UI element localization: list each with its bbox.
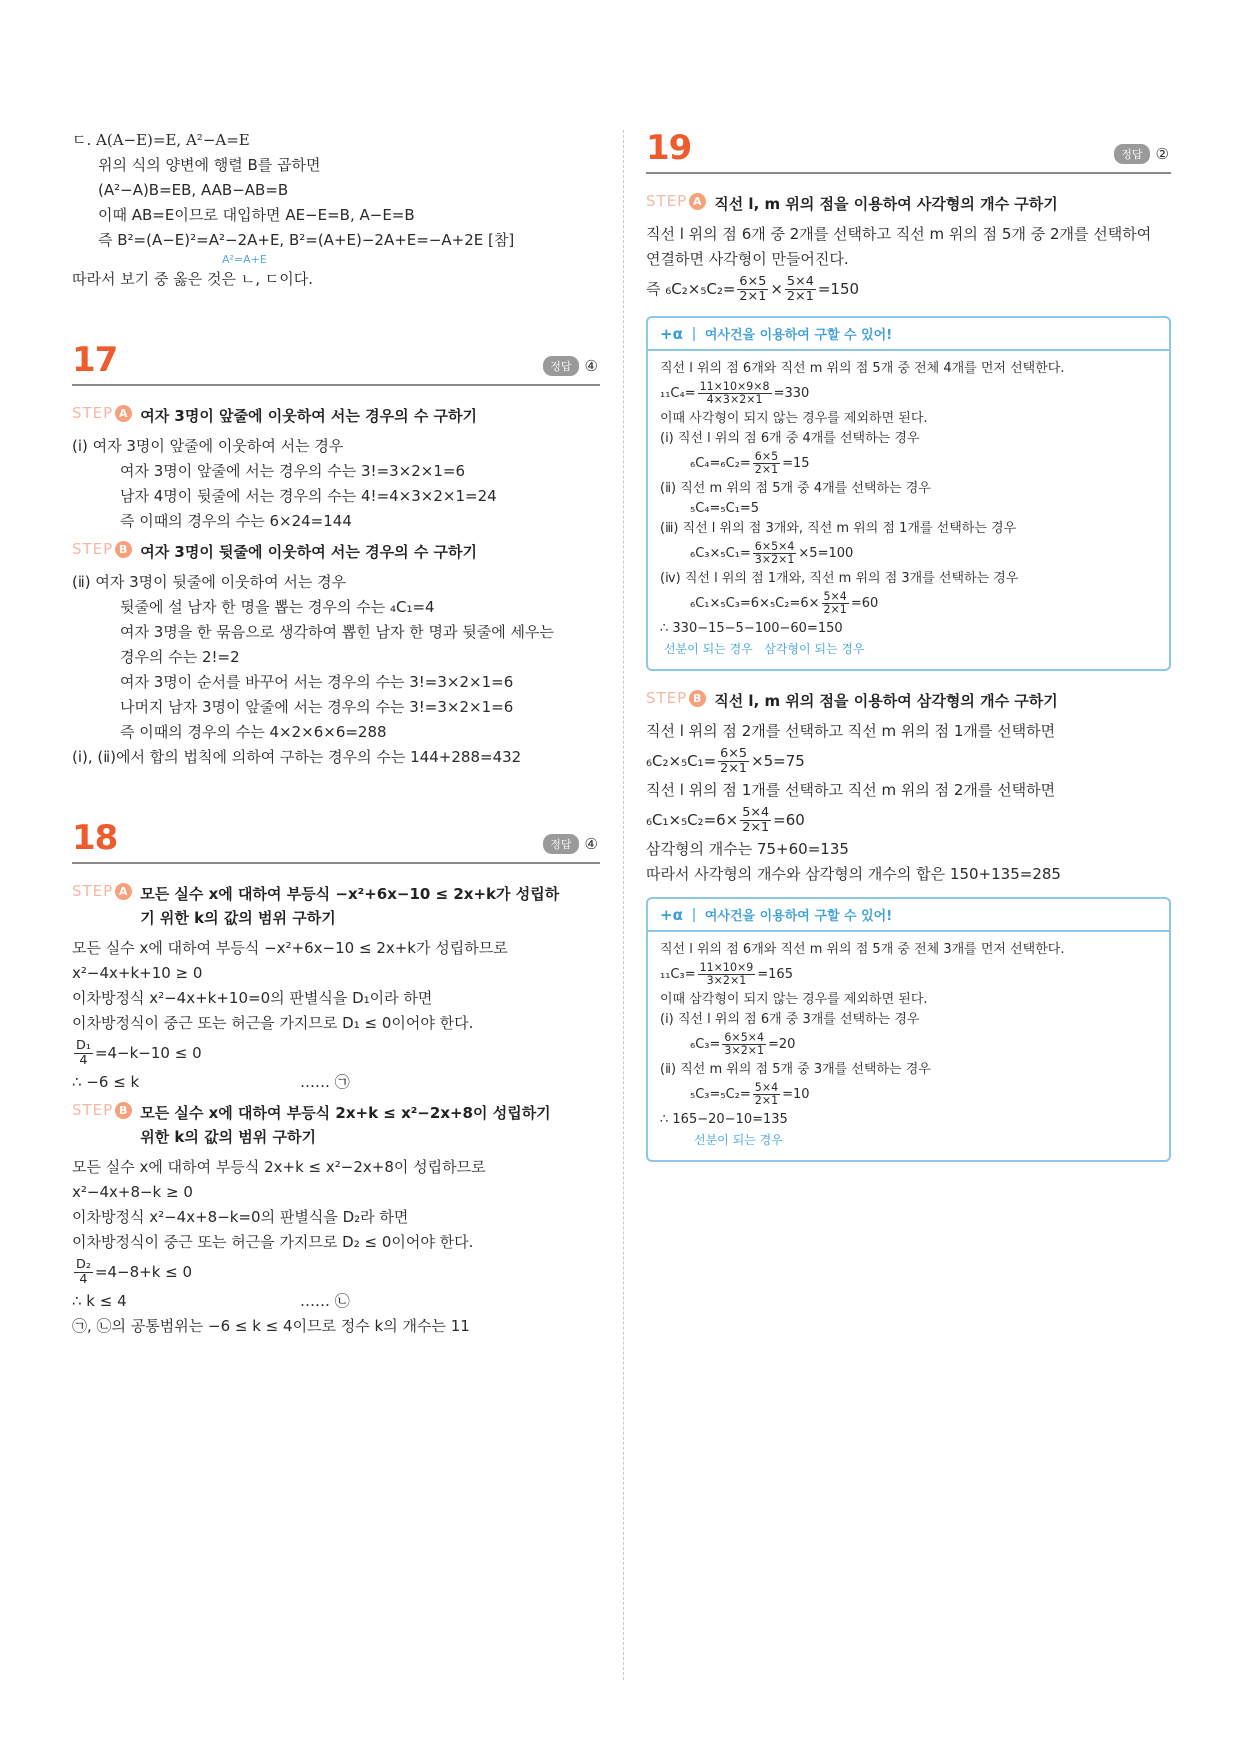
text-line: 직선 l 위의 점 6개 중 2개를 선택하고 직선 m 위의 점 5개 중 2개를 선택하여 bbox=[646, 225, 1152, 243]
plus-alpha-icon: +α bbox=[660, 905, 683, 924]
text-line: x²−4x+k+10 ≥ 0 bbox=[72, 964, 203, 982]
fraction: $\frac{5\times 4}{2\times 1}$ bbox=[823, 589, 847, 616]
mark-label: …… ㉡ bbox=[300, 1292, 350, 1310]
text-line: ㄷ. A(A−E)=E, A²−A=E bbox=[72, 131, 250, 149]
step-title: 직선 l, m 위의 점을 이용하여 삼각형의 개수 구하기 bbox=[714, 692, 1058, 710]
calc-line: ₆C₁×₅C₃=6×₅C₂=6× $\frac{5\times 4}{2\times 1}$ =60 bbox=[690, 589, 879, 616]
text-line: 직선 l 위의 점 2개를 선택하고 직선 m 위의 점 1개를 선택하면 bbox=[646, 722, 1056, 740]
left-column bbox=[72, 128, 600, 1339]
text-line: 이때 사각형이 되지 않는 경우를 제외하면 된다. bbox=[660, 411, 928, 426]
answer-label: 정답 bbox=[543, 834, 578, 854]
problem-number: 17 bbox=[72, 340, 118, 380]
tip-header bbox=[648, 899, 1169, 932]
calc-line: ₁₁C₄= $\frac{11\times 10\times 9\times 8}{4\times 3\times 2\times 1}$ =330 bbox=[660, 379, 810, 406]
fraction-line: $\frac{\text{D₂}}{4}$ =4−8+k ≤ 0 bbox=[76, 1256, 193, 1287]
step-tag: STEP B bbox=[72, 1101, 132, 1119]
mark-label: …… ㉠ bbox=[300, 1073, 350, 1091]
step-b bbox=[72, 540, 600, 564]
calc-line: 즉 ₆C₂×₅C₂= $\frac{6\times 5}{2\times 1}$ × $\frac{5\times 4}{2\times 1}$ =150 bbox=[646, 273, 860, 304]
step-b bbox=[72, 1101, 600, 1149]
problem-header bbox=[72, 814, 600, 864]
text-line: (ⅱ) 여자 3명이 뒷줄에 이웃하여 서는 경우 bbox=[72, 573, 347, 591]
step-title: 모든 실수 x에 대하여 부등식 −x²+6x−10 ≤ 2x+k가 성립하기 위한 k의 값의 범위 구하기 bbox=[140, 885, 560, 927]
tip-box bbox=[646, 897, 1171, 1162]
column-divider bbox=[623, 130, 624, 1680]
text-line: 즉 이때의 경우의 수는 4×2×6×6=288 bbox=[120, 723, 387, 741]
answer-badge bbox=[543, 356, 598, 376]
text-line: 이차방정식이 중근 또는 허근을 가지므로 D₁ ≤ 0이어야 한다. bbox=[72, 1014, 474, 1032]
fraction: $\frac{11\times 10\times 9}{3\times 2\times 1}$ bbox=[699, 960, 754, 987]
answer-badge bbox=[1114, 144, 1169, 164]
problem-17 bbox=[72, 336, 600, 770]
tip-body bbox=[648, 940, 1169, 1150]
fraction: $\frac{5\times 4}{2\times 1}$ bbox=[742, 804, 770, 835]
problem-number: 18 bbox=[72, 818, 118, 858]
step-letter-icon: A bbox=[689, 193, 706, 210]
fraction: $\frac{6\times 5}{2\times 1}$ bbox=[739, 273, 767, 304]
step-tag: STEP A bbox=[72, 882, 132, 900]
text-line: 이차방정식 x²−4x+k+10=0의 판별식을 D₁이라 하면 bbox=[72, 989, 433, 1007]
text-line: 즉 B²=(A−E)²=A²−2A+E, B²=(A+E)−2A+E=−A+2E [참] bbox=[98, 231, 515, 249]
fraction: $\frac{11\times 10\times 9\times 8}{4\times 3\times 2\times 1}$ bbox=[699, 379, 770, 406]
fraction: $\frac{6\times 5\times 4}{3\times 2\times 1}$ bbox=[724, 1030, 765, 1057]
text-line: 모든 실수 x에 대하여 부등식 −x²+6x−10 ≤ 2x+k가 성립하므로 bbox=[72, 939, 508, 957]
text-line: 직선 l 위의 점 1개를 선택하고 직선 m 위의 점 2개를 선택하면 bbox=[646, 781, 1056, 799]
step-title: 직선 l, m 위의 점을 이용하여 사각형의 개수 구하기 bbox=[714, 195, 1058, 213]
step-tag: STEP A bbox=[646, 192, 706, 210]
step-tag: STEP A bbox=[72, 404, 132, 422]
text-line: (A²−A)B=EB, AAB−AB=B bbox=[98, 181, 289, 199]
text-line: 남자 4명이 뒷줄에 서는 경우의 수는 4!=4×3×2×1=24 bbox=[120, 487, 497, 505]
text-line: (ⅱ) 직선 m 위의 점 5개 중 3개를 선택하는 경우 bbox=[660, 1062, 931, 1077]
fraction: $\frac{6\times 5}{2\times 1}$ bbox=[754, 449, 779, 476]
answer-value: ② bbox=[1155, 145, 1169, 163]
problem-number: 19 bbox=[646, 128, 692, 168]
annotation-note: 삼각형이 되는 경우 bbox=[764, 642, 865, 656]
previous-solution-tail bbox=[72, 128, 600, 292]
step-tag: STEP B bbox=[646, 689, 706, 707]
text-line: 경우의 수는 2!=2 bbox=[120, 648, 240, 666]
tip-header bbox=[648, 318, 1169, 351]
step-a bbox=[646, 192, 1171, 216]
calc-line: ₁₁C₃= $\frac{11\times 10\times 9}{3\times 2\times 1}$ =165 bbox=[660, 960, 793, 987]
step-letter-icon: A bbox=[115, 405, 132, 422]
result-line: ∴ −6 ≤ k …… ㉠ bbox=[72, 1073, 350, 1091]
text-line: 뒷줄에 설 남자 한 명을 뽑는 경우의 수는 ₄C₁=4 bbox=[120, 598, 435, 616]
separator bbox=[693, 327, 695, 341]
step-a bbox=[72, 882, 600, 930]
text-line: (ⅱ) 직선 m 위의 점 5개 중 4개를 선택하는 경우 bbox=[660, 481, 931, 496]
text-line: (ⅰ) 여자 3명이 앞줄에 이웃하여 서는 경우 bbox=[72, 437, 344, 455]
step-title: 여자 3명이 뒷줄에 이웃하여 서는 경우의 수 구하기 bbox=[140, 543, 478, 561]
calc-line: ₅C₄=₅C₁=5 bbox=[690, 501, 760, 516]
separator bbox=[693, 908, 695, 922]
answer-value: ④ bbox=[584, 357, 598, 375]
text-line: 여자 3명이 앞줄에 서는 경우의 수는 3!=3×2×1=6 bbox=[120, 462, 466, 480]
calc-line: ₆C₃= $\frac{6\times 5\times 4}{3\times 2\times 1}$ =20 bbox=[690, 1030, 796, 1057]
calc-line: ₆C₄=₆C₂= $\frac{6\times 5}{2\times 1}$ =15 bbox=[690, 449, 810, 476]
tip-box bbox=[646, 316, 1171, 671]
result-line: ∴ 165−20−10=135 bbox=[660, 1112, 788, 1127]
text-line: (ⅰ) 직선 l 위의 점 6개 중 3개를 선택하는 경우 bbox=[660, 1012, 920, 1027]
fraction: $\frac{6\times 5}{2\times 1}$ bbox=[720, 745, 748, 776]
annotation-note: 선분이 되는 경우 bbox=[664, 642, 753, 656]
calc-line: ₅C₃=₅C₂= $\frac{5\times 4}{2\times 1}$ =10 bbox=[690, 1080, 810, 1107]
fraction: $\frac{5\times 4}{2\times 1}$ bbox=[786, 273, 814, 304]
result-line: ∴ k ≤ 4 …… ㉡ bbox=[72, 1292, 350, 1310]
answer-value: ④ bbox=[584, 835, 598, 853]
text-line: 이때 삼각형이 되지 않는 경우를 제외하면 된다. bbox=[660, 992, 928, 1007]
annotation-note: A²=A+E bbox=[222, 253, 267, 266]
plus-alpha-icon: +α bbox=[660, 324, 683, 343]
fraction: $\frac{\text{D₂}}{4}$ bbox=[76, 1256, 91, 1287]
problem-19 bbox=[646, 124, 1171, 1162]
conclusion-line: 따라서 보기 중 옳은 것은 ㄴ, ㄷ이다. bbox=[72, 270, 314, 288]
conclusion-line: (ⅰ), (ⅱ)에서 합의 법칙에 의하여 구하는 경우의 수는 144+288=432 bbox=[72, 748, 522, 766]
step-title: 모든 실수 x에 대하여 부등식 2x+k ≤ x²−2x+8이 성립하기 위한 k의 값의 범위 구하기 bbox=[140, 1104, 551, 1146]
step-title: 여자 3명이 앞줄에 이웃하여 서는 경우의 수 구하기 bbox=[140, 407, 478, 425]
step-letter-icon: A bbox=[115, 883, 132, 900]
fraction: $\frac{5\times 4}{2\times 1}$ bbox=[754, 1080, 779, 1107]
text-line: 직선 l 위의 점 6개와 직선 m 위의 점 5개 중 전체 4개를 먼저 선택한다. bbox=[660, 361, 1065, 376]
result-line: ∴ 330−15−5−100−60=150 bbox=[660, 621, 843, 636]
fraction: $\frac{\text{D₁}}{4}$ bbox=[76, 1037, 91, 1068]
calc-line: ₆C₃×₅C₁= $\frac{6\times 5\times 4}{3\times 2\times 1}$ ×5=100 bbox=[690, 539, 854, 566]
text-line: 즉 이때의 경우의 수는 6×24=144 bbox=[120, 512, 352, 530]
problem-header bbox=[646, 124, 1171, 174]
text-line: 직선 l 위의 점 6개와 직선 m 위의 점 5개 중 전체 3개를 먼저 선택한다. bbox=[660, 942, 1065, 957]
text-line: 모든 실수 x에 대하여 부등식 2x+k ≤ x²−2x+8이 성립하므로 bbox=[72, 1158, 486, 1176]
text-line: (ⅳ) 직선 l 위의 점 1개와, 직선 m 위의 점 3개를 선택하는 경우 bbox=[660, 571, 1019, 586]
text-line: 연결하면 사각형이 만들어진다. bbox=[646, 250, 849, 268]
step-tag: STEP B bbox=[72, 540, 132, 558]
tip-title: 여사건을 이용하여 구할 수 있어! bbox=[704, 909, 893, 924]
answer-badge bbox=[543, 834, 598, 854]
text-line: 삼각형의 개수는 75+60=135 bbox=[646, 840, 849, 858]
step-a bbox=[72, 404, 600, 428]
fraction-line: $\frac{\text{D₁}}{4}$ =4−k−10 ≤ 0 bbox=[76, 1037, 202, 1068]
text-line: 이차방정식이 중근 또는 허근을 가지므로 D₂ ≤ 0이어야 한다. bbox=[72, 1233, 474, 1251]
text-line: 나머지 남자 3명이 앞줄에 서는 경우의 수는 3!=3×2×1=6 bbox=[120, 698, 514, 716]
answer-label: 정답 bbox=[1114, 144, 1149, 164]
text-line: 이차방정식 x²−4x+8−k=0의 판별식을 D₂라 하면 bbox=[72, 1208, 409, 1226]
conclusion-line: ㉠, ㉡의 공통범위는 −6 ≤ k ≤ 4이므로 정수 k의 개수는 11 bbox=[72, 1317, 470, 1335]
calc-line: ₆C₂×₅C₁= $\frac{6\times 5}{2\times 1}$ ×5=75 bbox=[646, 745, 805, 776]
problem-header bbox=[72, 336, 600, 386]
tip-title: 여사건을 이용하여 구할 수 있어! bbox=[704, 328, 893, 343]
step-letter-icon: B bbox=[689, 690, 706, 707]
annotation-note: 선분이 되는 경우 bbox=[694, 1133, 783, 1147]
text-line: 이때 AB=E이므로 대입하면 AE−E=B, A−E=B bbox=[98, 206, 415, 224]
answer-label: 정답 bbox=[543, 356, 578, 376]
text-line: 여자 3명을 한 묶음으로 생각하여 뽑힌 남자 한 명과 뒷줄에 세우는 bbox=[120, 623, 554, 641]
conclusion-line: 따라서 사각형의 개수와 삼각형의 개수의 합은 150+135=285 bbox=[646, 865, 1061, 883]
step-b bbox=[646, 689, 1171, 713]
fraction: $\frac{6\times 5\times 4}{3\times 2\times 1}$ bbox=[754, 539, 795, 566]
text-line: x²−4x+8−k ≥ 0 bbox=[72, 1183, 193, 1201]
annotation-line bbox=[660, 639, 1157, 659]
text-line: 여자 3명이 순서를 바꾸어 서는 경우의 수는 3!=3×2×1=6 bbox=[120, 673, 514, 691]
text-line: (ⅲ) 직선 l 위의 점 3개와, 직선 m 위의 점 1개를 선택하는 경우 bbox=[660, 521, 1017, 536]
tip-body bbox=[648, 359, 1169, 659]
step-letter-icon: B bbox=[115, 1102, 132, 1119]
step-letter-icon: B bbox=[115, 541, 132, 558]
text-line: 위의 식의 양변에 행렬 B를 곱하면 bbox=[98, 156, 321, 174]
calc-line: ₆C₁×₅C₂=6× $\frac{5\times 4}{2\times 1}$ =60 bbox=[646, 804, 805, 835]
right-column bbox=[646, 124, 1171, 1174]
text-line: (ⅰ) 직선 l 위의 점 6개 중 4개를 선택하는 경우 bbox=[660, 431, 920, 446]
problem-18 bbox=[72, 814, 600, 1339]
